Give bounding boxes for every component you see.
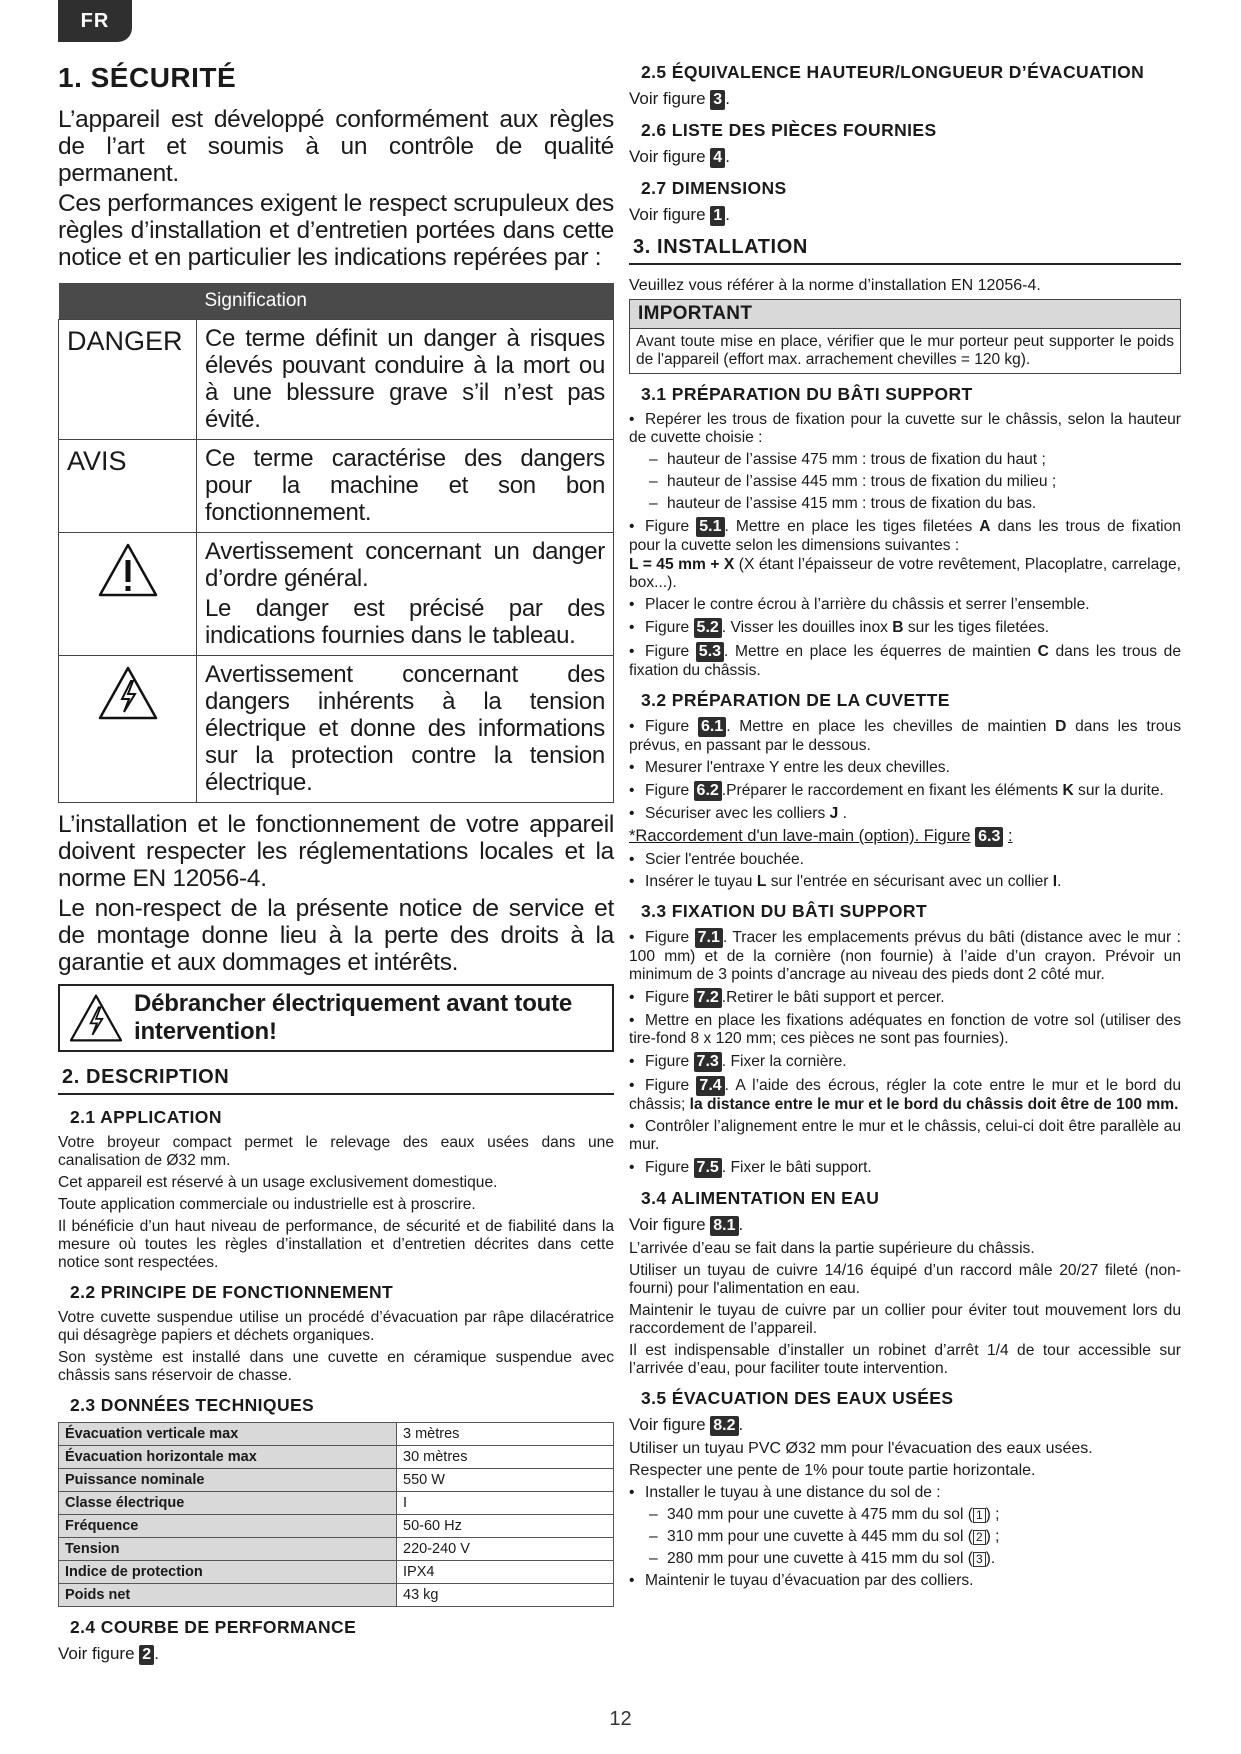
figure-word: Figure	[645, 1159, 690, 1176]
text: Sécuriser avec les colliers	[645, 805, 830, 822]
list-item: – hauteur de l’assise 475 mm : trous de fixation du haut ;	[649, 451, 1181, 469]
signification-table	[58, 283, 614, 803]
list-item: – hauteur de l’assise 415 mm : trous de fixation du bas.	[649, 495, 1181, 513]
table-row	[59, 320, 614, 440]
list-item: – hauteur de l’assise 445 mm : trous de fixation du milieu ;	[649, 473, 1181, 491]
table-row	[59, 1492, 614, 1515]
text: . Mettre en place les tiges filetées	[724, 518, 980, 535]
tech-data-table	[58, 1422, 614, 1607]
figure-badge: 5.3	[696, 642, 724, 662]
electric-hazard-icon	[97, 665, 159, 721]
section-3-4-title: 3.4 ALIMENTATION EN EAU	[641, 1188, 880, 1208]
list-item	[649, 1506, 1181, 1524]
tech-key: Indice de protection	[59, 1561, 397, 1584]
list-item: • Scier l'entrée bouchée.	[629, 851, 1181, 869]
text: .	[1057, 873, 1062, 890]
bullet-list	[629, 928, 1181, 1178]
tech-value: 3 mètres	[397, 1423, 614, 1446]
section-1-title: 1. SÉCURITÉ	[58, 62, 237, 93]
figure-word: Figure	[645, 643, 690, 660]
page-number: 12	[609, 1708, 632, 1730]
text: . Mettre en place les chevilles de maintien	[726, 718, 1056, 735]
text: 340 mm pour une cuvette à 475 mm du sol (	[667, 1506, 973, 1523]
tech-value: 220-240 V	[397, 1538, 614, 1561]
list-item: • Repérer les trous de fixation pour la cuvette sur le châssis, selon la hauteur de cuvette choisie :	[629, 411, 1181, 447]
icon-cell	[59, 533, 197, 656]
tech-value: 30 mètres	[397, 1446, 614, 1469]
see-figure-label: Voir figure	[629, 1415, 706, 1434]
text: . Fixer la cornière.	[721, 1053, 847, 1070]
text: .	[838, 805, 847, 822]
section-3-3-title: 3.3 FIXATION DU BÂTI SUPPORT	[641, 901, 928, 921]
list-item	[629, 618, 1181, 638]
desc-danger: Ce terme définit un danger à risques élevés pouvant conduire à la mort ou à une blessure grave s’il n’est pas évité.	[197, 320, 614, 440]
text: dans les trous prévus, en passant par le dessous.	[629, 718, 1181, 754]
paragraph: Votre broyeur compact permet le relevage des eaux usées dans une canalisation de Ø32 mm.	[58, 1134, 614, 1169]
installation-intro: Veuillez vous référer à la norme d’installation EN 12056-4.	[629, 277, 1041, 294]
part-letter: L	[756, 873, 767, 890]
list-item	[629, 873, 1181, 891]
list-item: • Contrôler l’alignement entre le mur et le châssis, celui-ci doit être parallèle au mur.	[629, 1118, 1181, 1154]
list-item	[649, 1528, 1181, 1546]
list-item	[629, 1158, 1181, 1178]
text: :	[1008, 827, 1013, 845]
unplug-warning-line-1: Débrancher électriquement avant toute	[134, 990, 573, 1017]
tech-value: I	[397, 1492, 614, 1515]
table-row	[59, 1423, 614, 1446]
paragraph: Son système est installé dans une cuvette en céramique suspendue avec châssis sans réservoir de chasse.	[58, 1349, 614, 1384]
see-figure-label: Voir figure	[629, 1215, 706, 1234]
bullet-list	[629, 1572, 1181, 1590]
text: .Retirer le bâti support et percer.	[721, 989, 945, 1006]
list-item: • Mesurer l'entraxe Y entre les deux chevilles.	[629, 759, 1181, 777]
figure-badge: 2	[139, 1645, 154, 1665]
text: dans les trous de fixation du châssis.	[629, 643, 1182, 679]
general-warning-line-1: Avertissement concernant un danger d’ordre général.	[205, 538, 605, 592]
paragraph: Il bénéficie d’un haut niveau de performance, de sécurité et de fiabilité dans la mesure où toutes les règles d’installation et d’entretien décrites dans cette notice sont respectées.	[58, 1218, 614, 1271]
term-danger: DANGER	[59, 320, 197, 440]
section-2-3-title: 2.3 DONNÉES TECHNIQUES	[70, 1395, 315, 1415]
boxed-number: 2	[973, 1530, 986, 1545]
table-row	[59, 656, 614, 803]
figure-badge: 7.5	[694, 1158, 722, 1178]
figure-word: Figure	[645, 718, 690, 735]
text: sur la durite.	[1073, 782, 1164, 799]
part-letter: B	[892, 619, 904, 636]
figure-badge: 7.4	[696, 1076, 724, 1096]
general-warning-line-2: Le danger est précisé par des indications fournies dans le tableau.	[205, 595, 605, 649]
paragraph: Respecter une pente de 1% pour toute partie horizontale.	[629, 1462, 1036, 1479]
paragraph: Maintenir le tuyau de cuivre par un collier pour éviter tout mouvement lors du raccordement de l’appareil.	[629, 1302, 1181, 1337]
left-column	[58, 58, 614, 1669]
section-3-5-title: 3.5 ÉVACUATION DES EAUX USÉES	[641, 1388, 954, 1408]
tech-key: Fréquence	[59, 1515, 397, 1538]
text: .Préparer le raccordement en fixant les éléments	[721, 782, 1063, 799]
figure-word: Figure	[645, 782, 690, 799]
desc-avis: Ce terme caractérise des dangers pour la machine et son bon fonctionnement.	[197, 440, 614, 533]
term-avis: AVIS	[59, 440, 197, 533]
figure-word: Figure	[645, 929, 690, 946]
list-item: • Installer le tuyau à une distance du sol de :	[629, 1484, 1181, 1502]
safety-outro-1: L’installation et le fonctionnement de votre appareil doivent respecter les réglementations locales et la norme EN 12056-4.	[58, 811, 614, 892]
important-text: Avant toute mise en place, vérifier que le mur porteur peut supporter le poids de l'appareil (effort max. arrachement chevilles = 120 kg).	[636, 333, 1174, 368]
tech-value: 50-60 Hz	[397, 1515, 614, 1538]
list-item	[629, 805, 1181, 823]
part-letter: A	[979, 518, 991, 535]
see-figure-4: Voir figure 4 .	[629, 147, 730, 166]
tech-key: Évacuation verticale max	[59, 1423, 397, 1446]
text: *Raccordement d'un lave-main (option). Figure	[629, 827, 971, 845]
safety-intro-2: Ces performances exigent le respect scrupuleux des règles d’installation et d’entretien portées dans cette notice et en particulier les indications repérées par :	[58, 190, 614, 271]
list-item	[629, 1052, 1181, 1072]
figure-badge: 5.2	[694, 618, 722, 638]
language-tab: FR	[58, 0, 132, 42]
list-item	[629, 988, 1181, 1008]
figure-badge: 7.3	[694, 1052, 722, 1072]
hand-basin-note	[629, 827, 1181, 847]
list-item	[629, 717, 1181, 755]
see-figure-3: Voir figure 3 .	[629, 89, 730, 108]
section-2-title: 2. DESCRIPTION	[58, 1066, 614, 1095]
desc-general-warning	[197, 533, 614, 656]
list-item: • Maintenir le tuyau d’évacuation par des colliers.	[629, 1572, 1181, 1590]
table-row	[59, 1561, 614, 1584]
list-item: • Placer le contre écrou à l’arrière du châssis et serrer l’ensemble.	[629, 596, 1181, 614]
see-figure-label: Voir figure	[58, 1644, 135, 1663]
table-row	[59, 440, 614, 533]
paragraph: Utiliser un tuyau de cuivre 14/16 équipé d’un raccord mâle 20/27 fileté (non-fourni) pour l'alimentation en eau.	[629, 1262, 1181, 1297]
text: 310 mm pour une cuvette à 445 mm du sol (	[667, 1528, 973, 1545]
paragraph: L’arrivée d’eau se fait dans la partie supérieure du châssis.	[629, 1240, 1035, 1257]
text: sur les tiges filetées.	[903, 619, 1050, 636]
tech-value: 43 kg	[397, 1584, 614, 1607]
paragraph: Il est indispensable d’installer un robinet d’arrêt 1/4 de tour accessible sur l’arrivée d’eau, pour faciliter toute intervention.	[629, 1342, 1181, 1377]
tech-value: IPX4	[397, 1561, 614, 1584]
list-item	[649, 1550, 1181, 1568]
unplug-warning-line-2: intervention!	[134, 1018, 277, 1045]
text: ) ;	[985, 1528, 1000, 1545]
tech-value: 550 W	[397, 1469, 614, 1492]
table-row	[59, 1584, 614, 1607]
table-row	[59, 1538, 614, 1561]
text: . Visser les douilles inox	[721, 619, 893, 636]
text: Insérer le tuyau	[645, 873, 757, 890]
bullet-list	[629, 411, 1181, 447]
table-header-empty	[59, 283, 197, 320]
table-header-signification: Signification	[197, 283, 614, 320]
text: ).	[985, 1550, 996, 1567]
boxed-number: 3	[973, 1552, 986, 1567]
tech-key: Classe électrique	[59, 1492, 397, 1515]
section-2-7-title: 2.7 DIMENSIONS	[641, 178, 787, 198]
figure-word: Figure	[645, 989, 690, 1006]
section-3-2-title: 3.2 PRÉPARATION DE LA CUVETTE	[641, 690, 950, 710]
text: . A l’aide des écrous, régler la cote entre le mur et le bord du châssis;	[629, 1077, 1181, 1113]
safety-intro-1: L’appareil est développé conformément aux règles de l’art et soumis à un contrôle de qualité permanent.	[58, 106, 614, 187]
safety-outro-2: Le non-respect de la présente notice de service et de montage donne lieu à la perte des droits à la garantie et aux dommages et intérêts.	[58, 895, 614, 976]
figure-badge: 6.3	[975, 827, 1003, 847]
text: . Tracer les emplacements prévus du bâti (distance avec le mur : 100 mm) et de la cornière (non fournie) à l’aide d’un crayon. Prévoir un minimum de 3 points d’ancrage au niveau des pieds dont 2 côté mur.	[629, 929, 1181, 983]
see-figure-label: Voir figure	[629, 89, 706, 108]
section-2-4-title: 2.4 COURBE DE PERFORMANCE	[70, 1617, 357, 1637]
tech-key: Puissance nominale	[59, 1469, 397, 1492]
tech-key: Tension	[59, 1538, 397, 1561]
text: ) ;	[985, 1506, 1000, 1523]
see-figure-8-2: Voir figure 8.2 .	[629, 1415, 744, 1434]
bullet-list	[629, 596, 1181, 680]
tech-key: Évacuation horizontale max	[59, 1446, 397, 1469]
bullet-list	[629, 717, 1181, 823]
important-box	[629, 299, 1181, 374]
figure-word: Figure	[645, 1053, 690, 1070]
see-figure-label: Voir figure	[629, 205, 706, 224]
paragraph: Utiliser un tuyau PVC Ø32 mm pour l'évacuation des eaux usées.	[629, 1440, 1093, 1457]
unplug-warning-text	[134, 990, 572, 1046]
bullet-list	[629, 851, 1181, 891]
see-figure-2: Voir figure 2 .	[58, 1644, 159, 1663]
formula-line	[629, 556, 1181, 592]
formula: L = 45 mm + X	[629, 556, 735, 573]
see-figure-1: Voir figure 1 .	[629, 205, 730, 224]
figure-badge: 7.1	[695, 928, 723, 948]
part-letter: C	[1037, 643, 1049, 660]
section-2-2-title: 2.2 PRINCIPE DE FONCTIONNEMENT	[70, 1282, 394, 1302]
text: la distance entre le mur et le bord du châssis doit être de 100 mm.	[689, 1096, 1179, 1113]
unplug-warning-box	[58, 984, 614, 1052]
text: dans les trous de fixation pour la cuvette selon les dimensions suivantes :	[629, 518, 1181, 554]
figure-badge: 4	[710, 148, 725, 168]
dash-list	[629, 1506, 1181, 1568]
table-row	[59, 533, 614, 656]
part-letter: I	[1052, 873, 1058, 890]
section-2-6-title: 2.6 LISTE DES PIÈCES FOURNIES	[641, 120, 937, 140]
bullet-list	[629, 1484, 1181, 1502]
table-row	[59, 1515, 614, 1538]
list-item: • Mettre en place les fixations adéquates en fonction de votre sol (utiliser des tire-fond 8 x 120 mm; ces pièces ne sont pas fournies).	[629, 1012, 1181, 1048]
list-item	[629, 928, 1181, 984]
section-2-5-title: 2.5 ÉQUIVALENCE HAUTEUR/LONGUEUR D’ÉVACUATION	[641, 62, 1145, 82]
paragraph: Toute application commerciale ou industrielle est à proscrire.	[58, 1196, 476, 1213]
section-2-1-title: 2.1 APPLICATION	[70, 1107, 222, 1127]
section-3-title: 3. INSTALLATION	[629, 236, 1181, 265]
figure-word: Figure	[645, 1077, 690, 1094]
text: 280 mm pour une cuvette à 415 mm du sol (	[667, 1550, 973, 1567]
figure-badge: 8.1	[710, 1216, 738, 1236]
figure-badge: 7.2	[694, 988, 722, 1008]
text: . Fixer le bâti support.	[721, 1159, 872, 1176]
icon-cell	[59, 656, 197, 803]
figure-badge: 1	[710, 206, 725, 226]
text: . Mettre en place les équerres de maintien	[724, 643, 1038, 660]
paragraph: Cet appareil est réservé à un usage exclusivement domestique.	[58, 1174, 498, 1191]
tech-key: Poids net	[59, 1584, 397, 1607]
table-row	[59, 1469, 614, 1492]
figure-badge: 6.2	[694, 781, 722, 801]
part-letter: J	[829, 805, 839, 822]
figure-word: Figure	[645, 619, 690, 636]
part-letter: K	[1062, 782, 1074, 799]
boxed-number: 1	[973, 1508, 986, 1523]
list-item	[629, 642, 1181, 680]
list-item	[629, 1076, 1181, 1114]
list-item	[629, 781, 1181, 801]
bullet-list	[629, 517, 1181, 555]
figure-word: Figure	[645, 518, 690, 535]
text: sur l'entrée en sécurisant avec un collier	[766, 873, 1053, 890]
text: (X étant l’épaisseur de votre revêtement, Placoplatre, carrelage, box...).	[629, 556, 1181, 591]
see-figure-label: Voir figure	[629, 147, 706, 166]
dash-list	[629, 451, 1181, 513]
figure-badge: 5.1	[696, 517, 724, 537]
section-3-1-title: 3.1 PRÉPARATION DU BÂTI SUPPORT	[641, 384, 973, 404]
figure-badge: 8.2	[710, 1416, 738, 1436]
part-letter: D	[1055, 718, 1067, 735]
right-column	[629, 56, 1181, 1594]
figure-badge: 3	[710, 90, 725, 110]
table-row	[59, 1446, 614, 1469]
paragraph: Votre cuvette suspendue utilise un procédé d’évacuation par râpe dilacératrice qui désagrège papiers et déchets organiques.	[58, 1309, 614, 1344]
figure-badge: 6.1	[698, 717, 726, 737]
electric-hazard-icon	[68, 993, 124, 1043]
warning-triangle-icon	[97, 542, 159, 598]
list-item	[629, 517, 1181, 555]
see-figure-8-1: Voir figure 8.1 .	[629, 1215, 744, 1234]
important-title: IMPORTANT	[630, 300, 1180, 329]
desc-electric-warning: Avertissement concernant des dangers inhérents à la tension électrique et donne des informations sur la protection contre la tension électrique.	[197, 656, 614, 803]
